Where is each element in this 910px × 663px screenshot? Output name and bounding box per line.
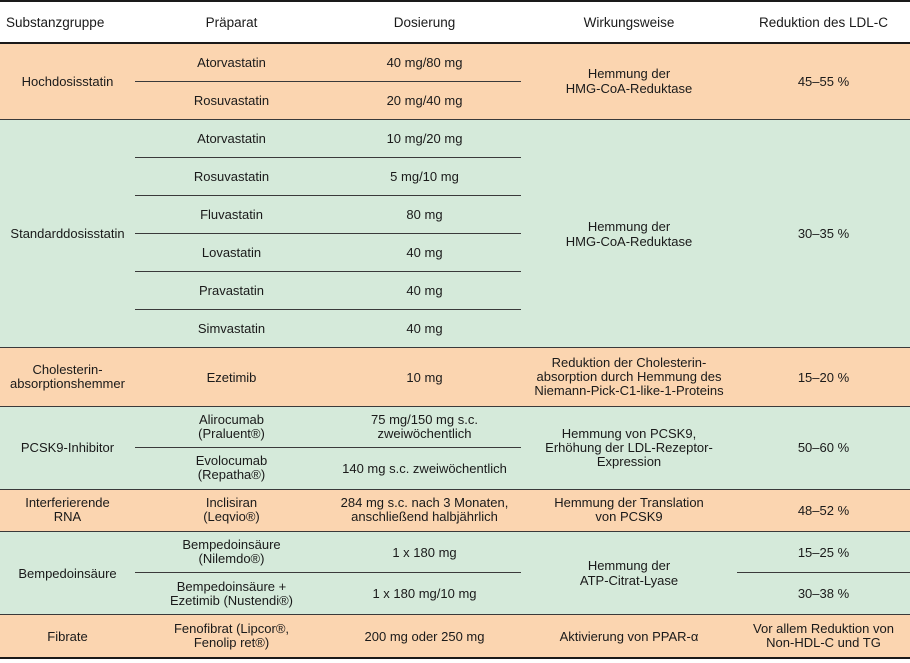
drug-dose: 200 mg oder 250 mg: [328, 615, 521, 658]
drug-name: Pravastatin: [135, 272, 328, 310]
ldl-reduction: 15–25 %: [737, 532, 910, 573]
drug-dose: 1 x 180 mg: [328, 532, 521, 573]
drug-dose: 40 mg: [328, 310, 521, 348]
mechanism: Hemmung der ATP-Citrat-Lyase: [521, 532, 737, 615]
group-interferierende-rna: [0, 489, 910, 531]
ldl-reduction: 15–20 %: [737, 348, 910, 406]
group-bempedoinsaeure: [0, 532, 910, 615]
drug-dose: 40 mg/80 mg: [328, 43, 521, 81]
drug-dose: 284 mg s.c. nach 3 Monaten, anschließend halbjährlich: [328, 489, 521, 531]
drug-name: Alirocumab (Praluent®): [135, 406, 328, 447]
drug-name: Atorvastatin: [135, 43, 328, 81]
group-name: Fibrate: [0, 615, 135, 658]
table-row: [0, 532, 910, 573]
drug-name: Fenofibrat (Lipcor®, Fenolip ret®): [135, 615, 328, 658]
table-row: [0, 615, 910, 658]
table-row: [0, 406, 910, 447]
drug-dose: 40 mg: [328, 234, 521, 272]
table-row: [0, 348, 910, 406]
group-fibrate: [0, 615, 910, 658]
drug-name: Simvastatin: [135, 310, 328, 348]
ldl-reduction: Vor allem Reduktion von Non-HDL-C und TG: [737, 615, 910, 658]
mechanism: Hemmung der Translation von PCSK9: [521, 489, 737, 531]
drug-name: Ezetimib: [135, 348, 328, 406]
header-dosierung: Dosierung: [328, 1, 521, 43]
drug-dose: 5 mg/10 mg: [328, 157, 521, 195]
header-substanzgruppe: Substanzgruppe: [0, 1, 135, 43]
drug-dose: 20 mg/40 mg: [328, 81, 521, 119]
group-name: Bempedoinsäure: [0, 532, 135, 615]
drug-name: Rosuvastatin: [135, 157, 328, 195]
drug-name: Rosuvastatin: [135, 81, 328, 119]
table-row: [0, 489, 910, 531]
drug-name: Lovastatin: [135, 234, 328, 272]
drug-name: Inclisiran (Leqvio®): [135, 489, 328, 531]
drug-name: Fluvastatin: [135, 195, 328, 233]
drug-dose: 10 mg: [328, 348, 521, 406]
header-praeparat: Präparat: [135, 1, 328, 43]
drug-dose: 10 mg/20 mg: [328, 119, 521, 157]
mechanism: Aktivierung von PPAR-α: [521, 615, 737, 658]
drug-dose: 80 mg: [328, 195, 521, 233]
ldl-reduction: 30–38 %: [737, 573, 910, 615]
group-pcsk9-inhibitor: [0, 406, 910, 489]
group-hochdosisstatin: [0, 43, 910, 119]
group-standarddosisstatin: [0, 119, 910, 348]
mechanism: Hemmung der HMG-CoA-Reduktase: [521, 43, 737, 119]
group-name: PCSK9-Inhibitor: [0, 406, 135, 489]
header-row: [0, 1, 910, 43]
drug-dose: 40 mg: [328, 272, 521, 310]
ldl-reduction: 48–52 %: [737, 489, 910, 531]
mechanism: Reduktion der Cholesterin- absorption durch Hemmung des Niemann-Pick-C1-like-1-Proteins: [521, 348, 737, 406]
group-cholesterinabsorptionshemmer: [0, 348, 910, 406]
table-row: [0, 573, 910, 615]
group-name: Cholesterin- absorptionshemmer: [0, 348, 135, 406]
header-reduktion: Reduktion des LDL-C: [737, 1, 910, 43]
drug-name: Bempedoinsäure + Ezetimib (Nustendi®): [135, 573, 328, 615]
mechanism: Hemmung der HMG-CoA-Reduktase: [521, 119, 737, 348]
ldl-reduction: 50–60 %: [737, 406, 910, 489]
group-name: Standarddosisstatin: [0, 119, 135, 348]
ldl-reduction: 30–35 %: [737, 119, 910, 348]
ldl-reduction: 45–55 %: [737, 43, 910, 119]
table-row: [0, 119, 910, 157]
header-wirkungsweise: Wirkungsweise: [521, 1, 737, 43]
table-row: [0, 43, 910, 81]
group-name: Hochdosisstatin: [0, 43, 135, 119]
drug-name: Atorvastatin: [135, 119, 328, 157]
drug-dose: 75 mg/150 mg s.c. zweiwöchentlich: [328, 406, 521, 447]
drug-dose: 140 mg s.c. zweiwöchentlich: [328, 447, 521, 489]
drug-name: Bempedoinsäure (Nilemdo®): [135, 532, 328, 573]
mechanism: Hemmung von PCSK9, Erhöhung der LDL-Rezeptor- Expression: [521, 406, 737, 489]
group-name: Interferierende RNA: [0, 489, 135, 531]
drug-dose: 1 x 180 mg/10 mg: [328, 573, 521, 615]
drug-name: Evolocumab (Repatha®): [135, 447, 328, 489]
